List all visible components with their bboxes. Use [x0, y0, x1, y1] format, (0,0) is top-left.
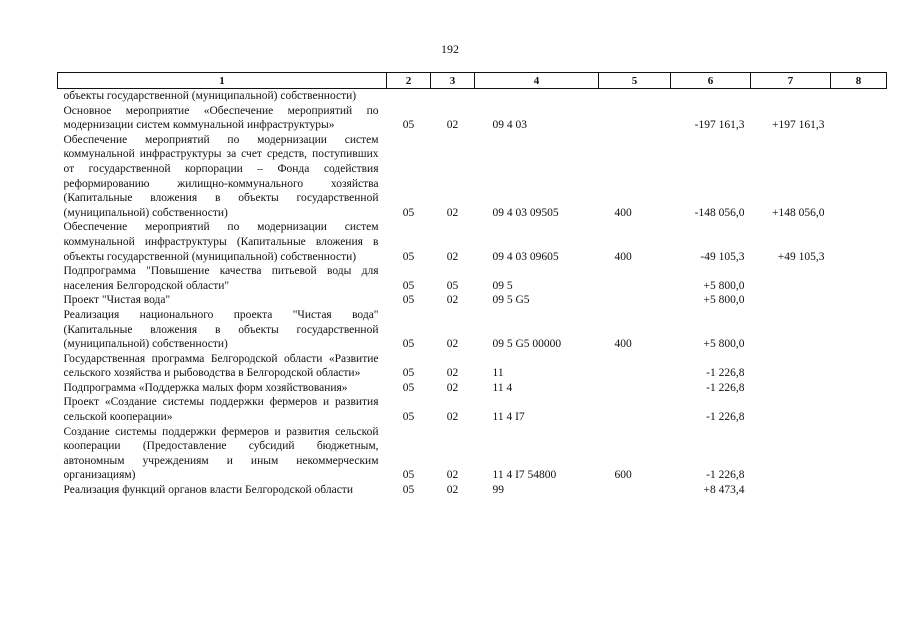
expense-type-code: 600 — [614, 469, 632, 482]
expense-type-code: 400 — [614, 338, 632, 351]
amount-col-6: +5 800,0 — [703, 294, 745, 307]
amount-col-8 — [831, 133, 887, 221]
section-code: 05 — [402, 119, 415, 132]
expense-type-code — [599, 89, 671, 104]
expense-type-code — [599, 483, 671, 498]
section-code: 05 — [402, 294, 415, 307]
subsection-code: 02 — [446, 119, 459, 132]
row-description: Основное мероприятие «Обеспечение мероприятий по модернизации систем коммунальной инфраструктуры» — [63, 104, 379, 132]
column-header-3: 3 — [431, 73, 475, 89]
target-article-code: 09 4 03 — [492, 119, 527, 132]
target-article-code: 09 5 — [492, 279, 513, 292]
expense-type-code: 400 — [614, 206, 632, 219]
amount-col-7 — [751, 352, 831, 381]
column-header-2: 2 — [387, 73, 431, 89]
amount-col-7: +197 161,3 — [772, 119, 825, 132]
amount-col-7 — [751, 483, 831, 498]
page-number: 192 — [441, 42, 459, 56]
amount-col-6 — [671, 89, 751, 104]
expense-type-code — [599, 264, 671, 293]
table-row — [58, 381, 887, 396]
amount-col-6: +5 800,0 — [703, 279, 745, 292]
table-row — [58, 352, 887, 381]
amount-col-7 — [751, 308, 831, 352]
amount-col-6: -1 226,8 — [706, 411, 745, 424]
amount-col-8 — [831, 89, 887, 104]
row-description: Обеспечение мероприятий по модернизации систем коммунальной инфраструктуры за счет средств, поступивших от государственной корпорации – Фонда содействия реформированию жилищно-коммунального хозяйства (Капитальные вложения в объекты государственной (муниципальной) собственности) — [63, 133, 379, 219]
subsection-code: 02 — [446, 206, 459, 219]
amount-col-8 — [831, 483, 887, 498]
amount-col-8 — [831, 308, 887, 352]
table-row — [58, 89, 887, 104]
row-description: Государственная программа Белгородской области «Развитие сельского хозяйства и рыбоводства в Белгородской области» — [63, 352, 379, 380]
amount-col-7 — [751, 293, 831, 308]
section-code: 05 — [402, 381, 415, 394]
section-code: 05 — [402, 484, 415, 497]
column-header-7: 7 — [751, 73, 831, 89]
section-code: 05 — [402, 469, 415, 482]
amount-col-8 — [831, 395, 887, 424]
amount-col-8 — [831, 104, 887, 133]
column-header-6: 6 — [671, 73, 751, 89]
amount-col-8 — [831, 381, 887, 396]
target-article-code: 09 4 03 09505 — [492, 206, 559, 219]
target-article-code: 09 5 G5 00000 — [492, 338, 562, 351]
column-header-1: 1 — [58, 73, 387, 89]
expense-type-code — [599, 293, 671, 308]
target-article-code: 09 5 G5 — [492, 294, 530, 307]
amount-col-7: +148 056,0 — [772, 206, 825, 219]
target-article-code: 11 4 — [492, 381, 513, 394]
row-description: Создание системы поддержки фермеров и развития сельской кооперации (Предоставление субсидий бюджетным, автономным учреждениям и иным некоммерческим организациям) — [63, 425, 379, 482]
amount-col-7 — [751, 381, 831, 396]
amount-col-7 — [751, 89, 831, 104]
amount-col-6: -49 105,3 — [700, 250, 745, 263]
subsection-code — [431, 89, 475, 104]
expense-type-code: 400 — [614, 250, 632, 263]
row-description: Подпрограмма «Поддержка малых форм хозяйствования» — [63, 381, 348, 394]
row-description: Подпрограмма "Повышение качества питьевой воды для населения Белгородской области" — [63, 265, 379, 292]
amount-col-7 — [751, 425, 831, 483]
section-code: 05 — [402, 411, 415, 424]
table-row — [58, 104, 887, 133]
amount-col-6: +8 473,4 — [703, 484, 745, 497]
subsection-code: 05 — [446, 279, 459, 292]
table-row — [58, 483, 887, 498]
amount-col-6: -1 226,8 — [706, 367, 745, 380]
row-description: объекты государственной (муниципальной) собственности) — [63, 90, 357, 102]
section-code: 05 — [402, 250, 415, 263]
expense-type-code — [599, 352, 671, 381]
target-article-code: 99 — [492, 484, 504, 497]
subsection-code: 02 — [446, 250, 459, 263]
row-description: Проект «Создание системы поддержки фермеров и развития сельской кооперации» — [63, 396, 379, 424]
subsection-code: 02 — [446, 469, 459, 482]
table-row — [58, 264, 887, 293]
expense-type-code — [599, 395, 671, 424]
target-article-code: 09 4 03 09605 — [492, 250, 559, 263]
subsection-code: 02 — [446, 411, 459, 424]
amount-col-7 — [751, 395, 831, 424]
row-description: Реализация национального проекта "Чистая вода" (Капитальные вложения в объекты государственной (муниципальной) собственности) — [63, 308, 379, 351]
section-code: 05 — [402, 367, 415, 380]
row-description: Обеспечение мероприятий по модернизации систем коммунальной инфраструктуры (Капитальные вложения в объекты государственной (муниципальной) собственности) — [63, 221, 379, 263]
subsection-code: 02 — [446, 381, 459, 394]
expense-type-code — [599, 104, 671, 133]
amount-col-8 — [831, 425, 887, 483]
subsection-code: 02 — [446, 294, 459, 307]
amount-col-7 — [751, 264, 831, 293]
table-header — [58, 73, 887, 89]
amount-col-8 — [831, 352, 887, 381]
table-body — [58, 89, 887, 498]
table-row — [58, 395, 887, 424]
header-row — [58, 73, 887, 89]
amount-col-8 — [831, 264, 887, 293]
column-header-4: 4 — [475, 73, 599, 89]
subsection-code: 02 — [446, 367, 459, 380]
amount-col-8 — [831, 293, 887, 308]
amount-col-6: -1 226,8 — [706, 469, 745, 482]
amount-col-7: +49 105,3 — [777, 250, 825, 263]
amount-col-6: -197 161,3 — [694, 119, 745, 132]
expense-type-code — [599, 381, 671, 396]
target-article-code — [475, 89, 599, 104]
column-header-5: 5 — [599, 73, 671, 89]
table-row — [58, 425, 887, 483]
table-row — [58, 133, 887, 221]
amount-col-6: -1 226,8 — [706, 381, 745, 394]
row-description: Реализация функций органов власти Белгородской области — [63, 484, 353, 497]
amount-col-8 — [831, 220, 887, 264]
table-row — [58, 220, 887, 264]
target-article-code: 11 — [492, 367, 504, 380]
amount-col-6: +5 800,0 — [703, 338, 745, 351]
subsection-code: 02 — [446, 338, 459, 351]
target-article-code: 11 4 I7 54800 — [492, 469, 557, 482]
amount-col-6: -148 056,0 — [694, 206, 745, 219]
subsection-code: 02 — [446, 484, 459, 497]
section-code: 05 — [402, 279, 415, 292]
table-row — [58, 293, 887, 308]
section-code: 05 — [402, 338, 415, 351]
section-code — [387, 89, 431, 104]
target-article-code: 11 4 I7 — [492, 411, 525, 424]
section-code: 05 — [402, 206, 415, 219]
table-row — [58, 308, 887, 352]
row-description: Проект "Чистая вода" — [63, 294, 171, 307]
column-header-8: 8 — [831, 73, 887, 89]
budget-table — [57, 72, 887, 498]
